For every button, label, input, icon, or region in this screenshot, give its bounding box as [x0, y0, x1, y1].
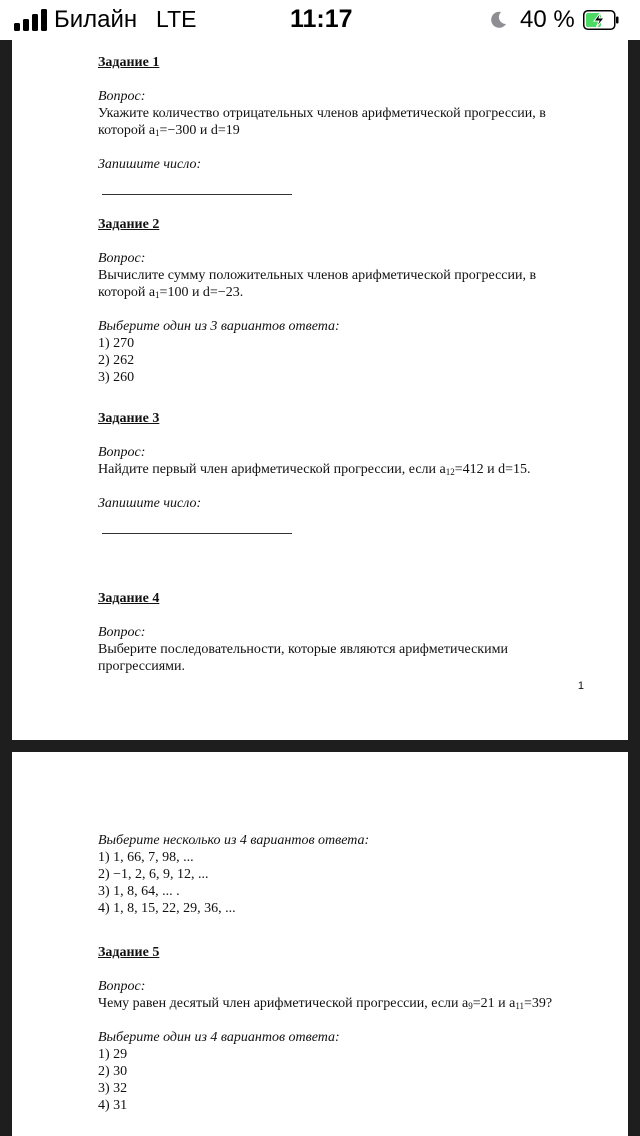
answer-line[interactable] [102, 533, 292, 534]
answer-option[interactable]: 2) −1, 2, 6, 9, 12, ... [98, 867, 209, 882]
question-label: Вопрос: [98, 251, 146, 266]
question-text: Укажите количество отрицательных членов арифметической прогрессии, в которой $a_1=-300$ и d=19 [98, 106, 546, 138]
document-page-1 [12, 40, 628, 740]
answer-option[interactable]: 4) 31 [98, 1098, 128, 1113]
answer-option[interactable]: 3) 32 [98, 1081, 128, 1096]
question-label: Вопрос: [98, 89, 146, 104]
question-text: Вычислите сумму положительных членов арифметической прогрессии, в которой $a_1=100$ и d=−23. [98, 268, 537, 300]
answer-option[interactable]: 1) 1, 66, 7, 98, ... [98, 850, 194, 865]
document-page-2 [12, 752, 628, 1136]
page-number: 1 [577, 680, 584, 692]
task-title: Задание 5 [98, 945, 160, 960]
question-text: Чему равен десятый член арифметической прогрессии, если $a_9=21$ и $a_{11}=39$? [98, 996, 553, 1011]
task-title: Задание 2 [98, 217, 160, 232]
answer-option[interactable]: 4) 1, 8, 15, 22, 29, 36, ... [98, 901, 236, 916]
answer-label: Выберите один из 3 вариантов ответа: [98, 319, 340, 334]
answer-label: Выберите один из 4 вариантов ответа: [98, 1030, 340, 1045]
document-viewer[interactable] [0, 40, 640, 1136]
answer-option[interactable]: 1) 29 [98, 1047, 128, 1062]
question-label: Вопрос: [98, 445, 146, 460]
question-label: Вопрос: [98, 979, 146, 994]
answer-option[interactable]: 2) 262 [98, 353, 135, 368]
task-title: Задание 3 [98, 411, 160, 426]
battery-percent: 40 % [520, 6, 575, 33]
task-1 [98, 54, 568, 195]
answer-label: Запишите число: [98, 496, 202, 511]
status-time: 11:17 [290, 5, 353, 33]
carrier-name: Билайн [54, 6, 138, 33]
battery-charging-icon [583, 10, 619, 30]
task-5 [98, 944, 568, 1114]
task-title: Задание 1 [98, 55, 160, 70]
task-4-answers [98, 832, 568, 917]
status-bar [0, 0, 640, 40]
do-not-disturb-moon-icon [488, 10, 508, 30]
answer-label: Запишите число: [98, 157, 202, 172]
question-text: Найдите первый член арифметической прогрессии, если $a_{12}=412$ и d=15. [98, 462, 531, 477]
answer-line[interactable] [102, 194, 292, 195]
task-title: Задание 4 [98, 591, 160, 606]
answer-option[interactable]: 3) 1, 8, 64, ... . [98, 884, 180, 899]
cellular-signal-icon [14, 9, 48, 31]
question-text: Выберите последовательности, которые являются арифметическими прогрессиями. [98, 642, 508, 674]
answer-label: Выберите несколько из 4 вариантов ответа: [98, 833, 370, 848]
answer-option[interactable]: 1) 270 [98, 336, 135, 351]
answer-option[interactable]: 3) 260 [98, 370, 135, 385]
question-label: Вопрос: [98, 625, 146, 640]
network-type: LTE [156, 6, 197, 32]
answer-option[interactable]: 2) 30 [98, 1064, 128, 1079]
task-2 [98, 216, 568, 386]
task-3 [98, 410, 568, 534]
task-4 [98, 590, 568, 675]
